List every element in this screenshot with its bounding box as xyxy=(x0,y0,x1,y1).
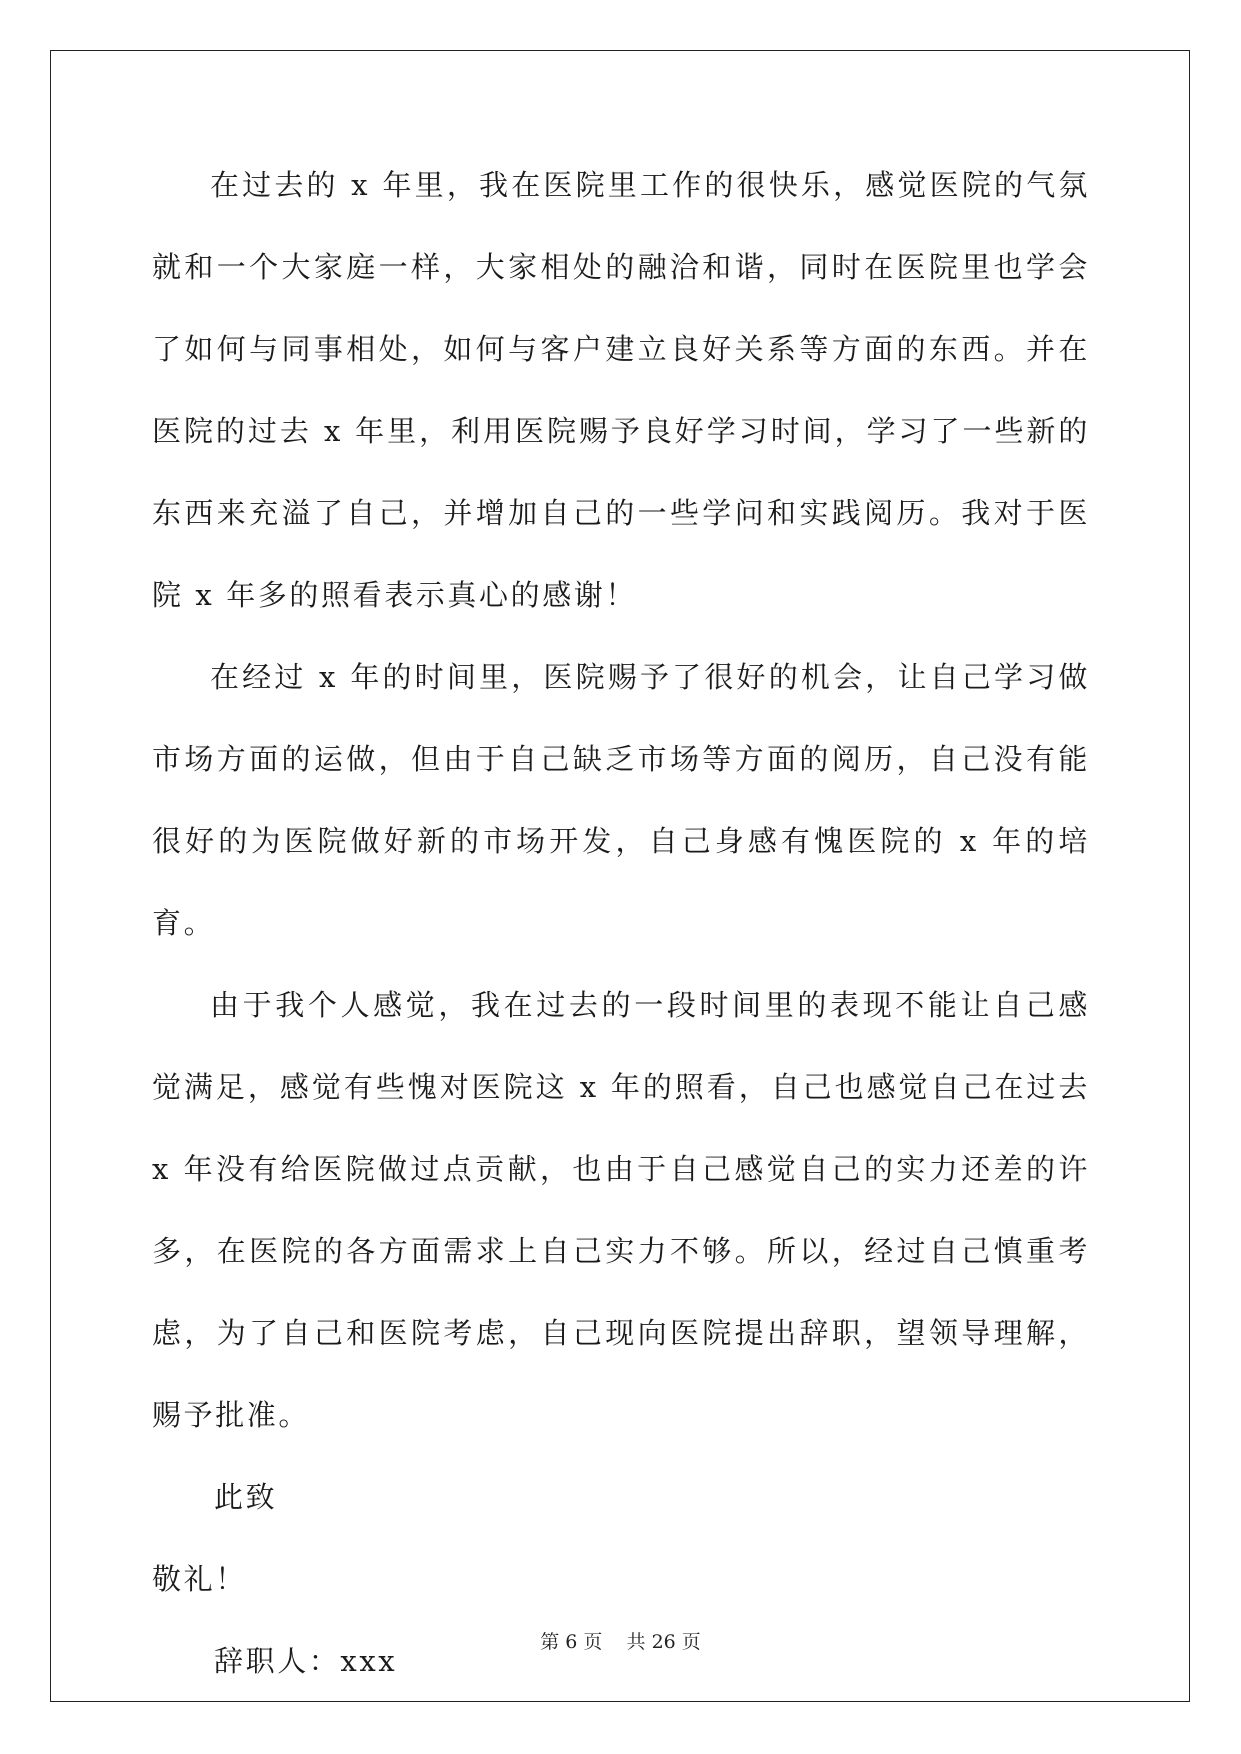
page-number: 第 6 页 xyxy=(540,1631,603,1653)
paragraph-3: 由于我个人感觉，我在过去的一段时间里的表现不能让自己感觉满足，感觉有些愧对医院这 x 年的照看，自己也感觉自己在过去 x 年没有给医院做过点贡献，也由于自己感觉自己的实力还差的许多，在医院的各方面需求上自己实力不够。所以，经过自己慎重考虑，为了自己和医院考虑，自己现向医院提出辞职，望领导理解，赐予批准。 xyxy=(152,988,1090,1432)
paragraph-1: 在过去的 x 年里，我在医院里工作的很快乐，感觉医院的气氛就和一个大家庭一样，大家相处的融洽和谐，同时在医院里也学会了如何与同事相处，如何与客户建立良好关系等方面的东西。并在医院的过去 x 年里，利用医院赐予良好学习时间，学习了一些新的东西来充溢了自己，并增加自己的一些学问和实践阅历。我对于医院 x 年多的照看表示真心的感谢！ xyxy=(152,168,1090,612)
page-footer xyxy=(0,1627,1241,1654)
salute-line: 敬礼！ xyxy=(152,1562,247,1596)
closing-line: 此致 xyxy=(214,1480,278,1514)
page-total: 共 26 页 xyxy=(626,1631,701,1653)
paragraph-2: 在经过 x 年的时间里，医院赐予了很好的机会，让自己学习做市场方面的运做，但由于自己缺乏市场等方面的阅历，自己没有能很好的为医院做好新的市场开发，自己身感有愧医院的 x 年的培育。 xyxy=(152,660,1090,940)
letter-body xyxy=(152,144,1090,1702)
signature-line: 辞职人：xxx xyxy=(214,1644,398,1678)
